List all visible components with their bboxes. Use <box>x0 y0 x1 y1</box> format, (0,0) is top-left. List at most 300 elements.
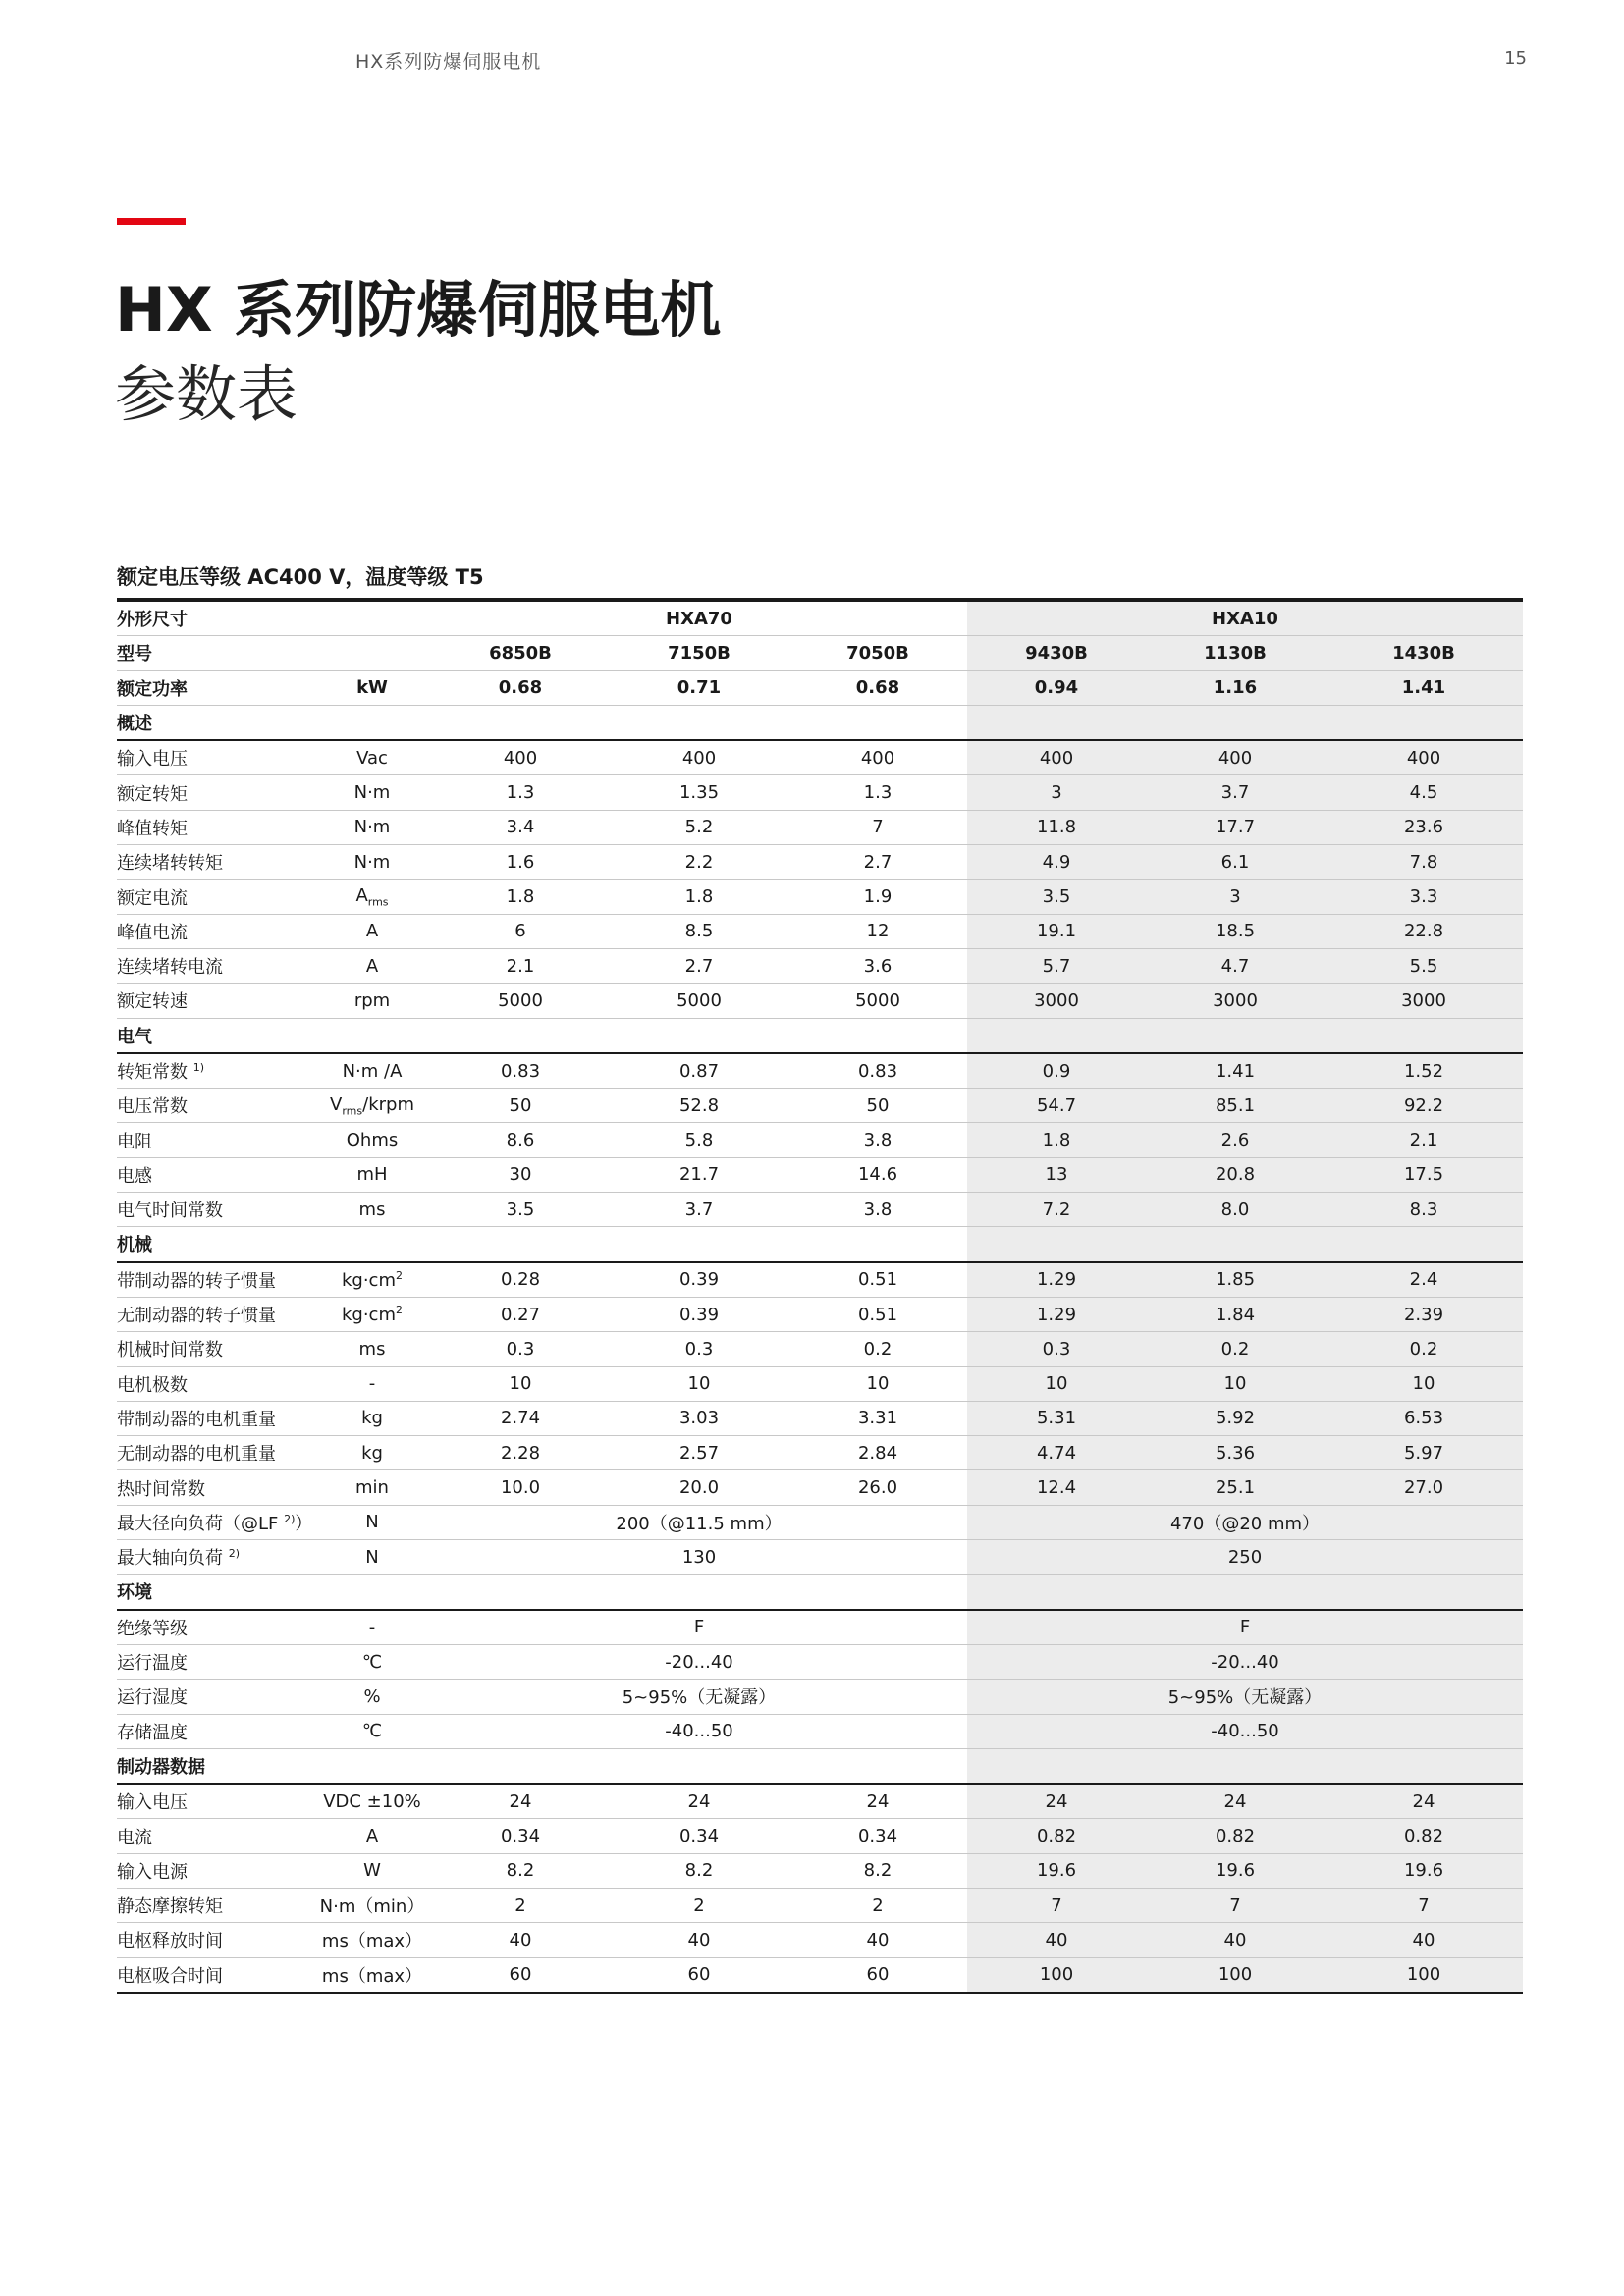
unit-cell: N·m <box>313 775 431 810</box>
unit-cell: A <box>313 914 431 948</box>
unit-cell <box>313 636 431 670</box>
row-label <box>117 1297 313 1331</box>
row-label-text: 电阻 <box>117 1131 152 1152</box>
hxa70-value: -20...40 <box>431 1644 967 1679</box>
row-label <box>117 1366 313 1401</box>
blank-cell <box>313 705 431 740</box>
value-cell: 8.2 <box>610 1853 788 1888</box>
value-cell: 19.1 <box>967 914 1146 948</box>
value-cell: 8.3 <box>1325 1193 1523 1227</box>
unit-cell: - <box>313 1610 431 1645</box>
model-cell: 9430B <box>967 636 1146 670</box>
value-cell: 26.0 <box>788 1470 967 1505</box>
value-cell: 400 <box>1325 740 1523 775</box>
value-cell: 3.8 <box>788 1123 967 1157</box>
spec-row <box>117 845 1523 880</box>
spec-row <box>117 1888 1523 1922</box>
unit-cell: N·m（min） <box>313 1888 431 1922</box>
blank-cell <box>610 705 788 740</box>
rated-power-row <box>117 670 1523 705</box>
row-label <box>117 1888 313 1922</box>
blank-cell <box>313 1748 431 1784</box>
value-cell: 14.6 <box>788 1157 967 1192</box>
accent-bar <box>117 218 186 225</box>
unit-cell: ℃ <box>313 1714 431 1748</box>
value-cell: 400 <box>788 740 967 775</box>
value-cell: 3.03 <box>610 1401 788 1435</box>
value-cell: 0.2 <box>788 1332 967 1366</box>
spec-row <box>117 1784 1523 1819</box>
value-cell: 5.92 <box>1146 1401 1325 1435</box>
unit-cell: mH <box>313 1157 431 1192</box>
value-cell: 40 <box>967 1923 1146 1957</box>
blank-cell <box>967 1018 1146 1053</box>
row-label <box>117 1505 313 1539</box>
unit-cell: A <box>313 948 431 983</box>
value-cell: 17.7 <box>1146 810 1325 844</box>
group-hxa10: HXA10 <box>967 600 1523 636</box>
row-label: 外形尺寸 <box>117 600 313 636</box>
unit-cell <box>313 1262 431 1298</box>
value-cell: 5.8 <box>610 1123 788 1157</box>
value-cell: 1.8 <box>967 1123 1146 1157</box>
value-cell: 3.7 <box>610 1193 788 1227</box>
spec-row <box>117 880 1523 914</box>
spec-row <box>117 775 1523 810</box>
value-cell: 0.51 <box>788 1297 967 1331</box>
footnote-ref: 2) <box>284 1512 296 1525</box>
value-cell: 85.1 <box>1146 1089 1325 1123</box>
value-cell: 24 <box>1325 1784 1523 1819</box>
row-label: 型号 <box>117 636 313 670</box>
value-cell: 0.82 <box>1325 1819 1523 1853</box>
value-cell: 0.82 <box>967 1819 1146 1853</box>
value-cell: 100 <box>1146 1957 1325 1993</box>
row-label-text: 存储温度 <box>117 1722 188 1743</box>
value-cell: 10 <box>431 1366 610 1401</box>
row-label <box>117 984 313 1018</box>
hxa10-value: 470（@20 mm） <box>967 1505 1523 1539</box>
value-cell: 60 <box>610 1957 788 1993</box>
value-cell: 24 <box>967 1784 1146 1819</box>
value-cell: 5.2 <box>610 810 788 844</box>
blank-cell <box>431 1227 610 1262</box>
row-label <box>117 1819 313 1853</box>
row-label <box>117 880 313 914</box>
frame-size-row <box>117 600 1523 636</box>
spec-row <box>117 1436 1523 1470</box>
value-cell: 2.84 <box>788 1436 967 1470</box>
value-cell: 5.5 <box>1325 948 1523 983</box>
blank-cell <box>431 1748 610 1784</box>
value-cell: 0.87 <box>610 1053 788 1089</box>
value-cell: 40 <box>1146 1923 1325 1957</box>
value-cell: 50 <box>431 1089 610 1123</box>
blank-cell <box>788 1227 967 1262</box>
blank-cell <box>967 1227 1146 1262</box>
value-cell: 1.84 <box>1146 1297 1325 1331</box>
unit-cell: Ohms <box>313 1123 431 1157</box>
value-cell: 19.6 <box>967 1853 1146 1888</box>
value-cell: 40 <box>431 1923 610 1957</box>
unit-sub: rms <box>342 1104 363 1118</box>
spec-row <box>117 1053 1523 1089</box>
value-cell: 18.5 <box>1146 914 1325 948</box>
value-cell: 24 <box>610 1784 788 1819</box>
model-cell: 6850B <box>431 636 610 670</box>
row-label <box>117 1157 313 1192</box>
value-cell: 2.57 <box>610 1436 788 1470</box>
value-cell: 0.68 <box>431 670 610 705</box>
value-cell: 7 <box>1325 1888 1523 1922</box>
hxa10-value: 5~95%（无凝露） <box>967 1680 1523 1714</box>
row-label-text: 峰值电流 <box>117 922 188 943</box>
value-cell: 0.39 <box>610 1262 788 1298</box>
value-cell: 1.16 <box>1146 670 1325 705</box>
value-cell: 0.3 <box>610 1332 788 1366</box>
blank-cell <box>1146 1748 1325 1784</box>
value-cell: 2.7 <box>788 845 967 880</box>
value-cell: 0.3 <box>431 1332 610 1366</box>
spec-row <box>117 1470 1523 1505</box>
value-cell: 10 <box>967 1366 1146 1401</box>
value-cell: 10 <box>610 1366 788 1401</box>
value-cell: 40 <box>610 1923 788 1957</box>
value-cell: 5.31 <box>967 1401 1146 1435</box>
unit-main: A <box>355 884 368 906</box>
unit-cell <box>313 1089 431 1123</box>
blank-cell <box>313 1227 431 1262</box>
value-cell: 400 <box>610 740 788 775</box>
spec-row <box>117 1262 1523 1298</box>
blank-cell <box>431 1575 610 1610</box>
blank-cell <box>1146 1018 1325 1053</box>
row-label <box>117 845 313 880</box>
value-cell: 6.53 <box>1325 1401 1523 1435</box>
value-cell: 100 <box>1325 1957 1523 1993</box>
value-cell: 2 <box>431 1888 610 1922</box>
unit-cell <box>313 1297 431 1331</box>
unit-cell: N·m <box>313 845 431 880</box>
spec-row <box>117 948 1523 983</box>
row-label <box>117 1401 313 1435</box>
row-label <box>117 914 313 948</box>
value-cell: 8.0 <box>1146 1193 1325 1227</box>
value-cell: 21.7 <box>610 1157 788 1192</box>
value-cell: 1.6 <box>431 845 610 880</box>
value-cell: 400 <box>967 740 1146 775</box>
model-cell: 7050B <box>788 636 967 670</box>
row-label <box>117 1680 313 1714</box>
blank-cell <box>788 1575 967 1610</box>
value-cell: 22.8 <box>1325 914 1523 948</box>
blank-cell <box>431 705 610 740</box>
value-cell: 2.1 <box>1325 1123 1523 1157</box>
row-label-text: 额定转矩 <box>117 783 188 805</box>
blank-cell <box>610 1227 788 1262</box>
value-cell: 7.2 <box>967 1193 1146 1227</box>
unit-cell: kg <box>313 1401 431 1435</box>
hxa70-value: F <box>431 1610 967 1645</box>
unit-cell: kg <box>313 1436 431 1470</box>
value-cell: 1.29 <box>967 1262 1146 1298</box>
hxa70-value: 5~95%（无凝露） <box>431 1680 967 1714</box>
value-cell: 400 <box>1146 740 1325 775</box>
blank-cell <box>788 1748 967 1784</box>
value-cell: 19.6 <box>1146 1853 1325 1888</box>
blank-cell <box>967 1575 1146 1610</box>
unit-cell: ms <box>313 1332 431 1366</box>
value-cell: 1.41 <box>1325 670 1523 705</box>
value-cell: 20.8 <box>1146 1157 1325 1192</box>
value-cell: 27.0 <box>1325 1470 1523 1505</box>
hxa70-value: 130 <box>431 1540 967 1575</box>
value-cell: 2.28 <box>431 1436 610 1470</box>
value-cell: 3.5 <box>967 880 1146 914</box>
value-cell: 5.36 <box>1146 1436 1325 1470</box>
value-cell: 8.2 <box>788 1853 967 1888</box>
value-cell: 7 <box>1146 1888 1325 1922</box>
value-cell: 52.8 <box>610 1089 788 1123</box>
value-cell: 7 <box>788 810 967 844</box>
spec-row <box>117 1853 1523 1888</box>
value-cell: 25.1 <box>1146 1470 1325 1505</box>
row-label-text: 输入电源 <box>117 1861 188 1883</box>
page-title: HX 系列防爆伺服电机 <box>115 274 722 346</box>
value-cell: 0.71 <box>610 670 788 705</box>
model-row <box>117 636 1523 670</box>
value-cell: 0.94 <box>967 670 1146 705</box>
value-cell: 2.2 <box>610 845 788 880</box>
row-label <box>117 1436 313 1470</box>
row-label-text: 最大轴向负荷 <box>117 1548 223 1570</box>
unit-cell: min <box>313 1470 431 1505</box>
value-cell: 0.34 <box>431 1819 610 1853</box>
hxa10-value: 250 <box>967 1540 1523 1575</box>
value-cell: 0.28 <box>431 1262 610 1298</box>
unit-cell: ms（max） <box>313 1957 431 1993</box>
row-label <box>117 1262 313 1298</box>
row-label-text: 无制动器的转子惯量 <box>117 1306 276 1327</box>
value-cell: 0.2 <box>1325 1332 1523 1366</box>
value-cell: 5000 <box>431 984 610 1018</box>
spec-row <box>117 1332 1523 1366</box>
unit-cell: VDC ±10% <box>313 1784 431 1819</box>
row-label <box>117 740 313 775</box>
table-caption: 额定电压等级 AC400 V，温度等级 T5 <box>117 565 484 589</box>
value-cell: 100 <box>967 1957 1146 1993</box>
value-cell: 1.52 <box>1325 1053 1523 1089</box>
value-cell: 3.3 <box>1325 880 1523 914</box>
row-label <box>117 1853 313 1888</box>
row-label-text: 峰值转矩 <box>117 818 188 839</box>
unit-cell: W <box>313 1853 431 1888</box>
unit-cell: N·m /A <box>313 1053 431 1089</box>
value-cell: 24 <box>788 1784 967 1819</box>
group-hxa70: HXA70 <box>431 600 967 636</box>
value-cell: 0.9 <box>967 1053 1146 1089</box>
value-cell: 30 <box>431 1157 610 1192</box>
row-label-text: 最大径向负荷（@LF <box>117 1513 279 1534</box>
row-label-text: 额定电流 <box>117 887 188 909</box>
row-label <box>117 810 313 844</box>
page-subtitle: 参数表 <box>115 358 298 430</box>
row-label-text: 电感 <box>117 1165 152 1187</box>
row-label <box>117 1470 313 1505</box>
value-cell: 10 <box>1146 1366 1325 1401</box>
row-label-text: 运行温度 <box>117 1653 188 1675</box>
section-title: 机械 <box>117 1227 313 1262</box>
row-label-text: 输入电压 <box>117 1792 188 1814</box>
value-cell: 2.1 <box>431 948 610 983</box>
spec-row <box>117 1157 1523 1192</box>
row-label-text: 带制动器的转子惯量 <box>117 1270 276 1292</box>
row-label <box>117 1089 313 1123</box>
unit-cell: rpm <box>313 984 431 1018</box>
value-cell: 1.8 <box>610 880 788 914</box>
value-cell: 10.0 <box>431 1470 610 1505</box>
value-cell: 0.2 <box>1146 1332 1325 1366</box>
spec-row <box>117 1714 1523 1748</box>
blank-cell <box>313 1575 431 1610</box>
row-label <box>117 1053 313 1089</box>
value-cell: 400 <box>431 740 610 775</box>
unit-tail: /krpm <box>362 1094 414 1115</box>
unit-cell: Vac <box>313 740 431 775</box>
unit-cell <box>313 600 431 636</box>
value-cell: 10 <box>1325 1366 1523 1401</box>
unit-sub: rms <box>367 895 389 909</box>
value-cell: 3.7 <box>1146 775 1325 810</box>
value-cell: 2 <box>788 1888 967 1922</box>
value-cell: 50 <box>788 1089 967 1123</box>
unit-cell: - <box>313 1366 431 1401</box>
row-label <box>117 1332 313 1366</box>
section-electrical <box>117 1018 1523 1053</box>
row-label-text: 连续堵转转矩 <box>117 853 223 875</box>
unit-cell: N <box>313 1505 431 1539</box>
unit-cell: N <box>313 1540 431 1575</box>
value-cell: 1.8 <box>431 880 610 914</box>
row-label-text: 带制动器的电机重量 <box>117 1409 276 1430</box>
row-label-text: 电压常数 <box>117 1096 188 1118</box>
value-cell: 6 <box>431 914 610 948</box>
model-cell: 1430B <box>1325 636 1523 670</box>
value-cell: 0.34 <box>788 1819 967 1853</box>
row-label-tail: ） <box>295 1513 313 1534</box>
spec-row <box>117 1193 1523 1227</box>
hxa70-value: -40...50 <box>431 1714 967 1748</box>
hxa70-value: 200（@11.5 mm） <box>431 1505 967 1539</box>
value-cell: 1.9 <box>788 880 967 914</box>
value-cell: 92.2 <box>1325 1089 1523 1123</box>
spec-row <box>117 914 1523 948</box>
spec-row <box>117 1401 1523 1435</box>
value-cell: 3.5 <box>431 1193 610 1227</box>
blank-cell <box>431 1018 610 1053</box>
section-title: 制动器数据 <box>117 1748 313 1784</box>
value-cell: 4.5 <box>1325 775 1523 810</box>
value-cell: 24 <box>431 1784 610 1819</box>
model-cell: 1130B <box>1146 636 1325 670</box>
section-title: 概述 <box>117 705 313 740</box>
row-label-text: 电枢吸合时间 <box>117 1965 223 1987</box>
value-cell: 7.8 <box>1325 845 1523 880</box>
value-cell: 40 <box>1325 1923 1523 1957</box>
value-cell: 54.7 <box>967 1089 1146 1123</box>
value-cell: 3.8 <box>788 1193 967 1227</box>
value-cell: 3 <box>1146 880 1325 914</box>
value-cell: 1.3 <box>788 775 967 810</box>
section-title: 电气 <box>117 1018 313 1053</box>
blank-cell <box>1146 705 1325 740</box>
row-label <box>117 1644 313 1679</box>
value-cell: 8.6 <box>431 1123 610 1157</box>
blank-cell <box>610 1575 788 1610</box>
row-label <box>117 1193 313 1227</box>
row-label-text: 额定转速 <box>117 991 188 1013</box>
blank-cell <box>788 705 967 740</box>
row-label-text: 机械时间常数 <box>117 1340 223 1362</box>
spec-row <box>117 1123 1523 1157</box>
value-cell: 0.34 <box>610 1819 788 1853</box>
value-cell: 19.6 <box>1325 1853 1523 1888</box>
unit-main: V <box>330 1094 343 1115</box>
spec-row <box>117 1089 1523 1123</box>
value-cell: 8.2 <box>431 1853 610 1888</box>
unit-main: kg·cm <box>341 1269 396 1291</box>
unit-sup: 2 <box>396 1304 403 1317</box>
value-cell: 5.97 <box>1325 1436 1523 1470</box>
value-cell: 3000 <box>1325 984 1523 1018</box>
value-cell: 5000 <box>788 984 967 1018</box>
blank-cell <box>1325 1018 1523 1053</box>
value-cell: 2.7 <box>610 948 788 983</box>
spec-row <box>117 1819 1523 1853</box>
spec-row <box>117 1366 1523 1401</box>
value-cell: 0.82 <box>1146 1819 1325 1853</box>
blank-cell <box>1325 1227 1523 1262</box>
value-cell: 20.0 <box>610 1470 788 1505</box>
value-cell: 3.6 <box>788 948 967 983</box>
value-cell: 3000 <box>967 984 1146 1018</box>
spec-row <box>117 1680 1523 1714</box>
unit-cell: % <box>313 1680 431 1714</box>
value-cell: 0.39 <box>610 1297 788 1331</box>
value-cell: 1.85 <box>1146 1262 1325 1298</box>
blank-cell <box>610 1748 788 1784</box>
value-cell: 0.83 <box>788 1053 967 1089</box>
value-cell: 8.5 <box>610 914 788 948</box>
value-cell: 3 <box>967 775 1146 810</box>
unit-cell: kW <box>313 670 431 705</box>
blank-cell <box>1325 1575 1523 1610</box>
value-cell: 2 <box>610 1888 788 1922</box>
section-environment <box>117 1575 1523 1610</box>
spec-row <box>117 1610 1523 1645</box>
value-cell: 17.5 <box>1325 1157 1523 1192</box>
value-cell: 0.51 <box>788 1262 967 1298</box>
section-mechanical <box>117 1227 1523 1262</box>
blank-cell <box>1146 1227 1325 1262</box>
spec-table <box>117 598 1523 1994</box>
hxa10-value: -40...50 <box>967 1714 1523 1748</box>
row-label <box>117 1714 313 1748</box>
value-cell: 0.68 <box>788 670 967 705</box>
row-label <box>117 1784 313 1819</box>
value-cell: 60 <box>431 1957 610 1993</box>
row-label-text: 电气时间常数 <box>117 1201 223 1222</box>
